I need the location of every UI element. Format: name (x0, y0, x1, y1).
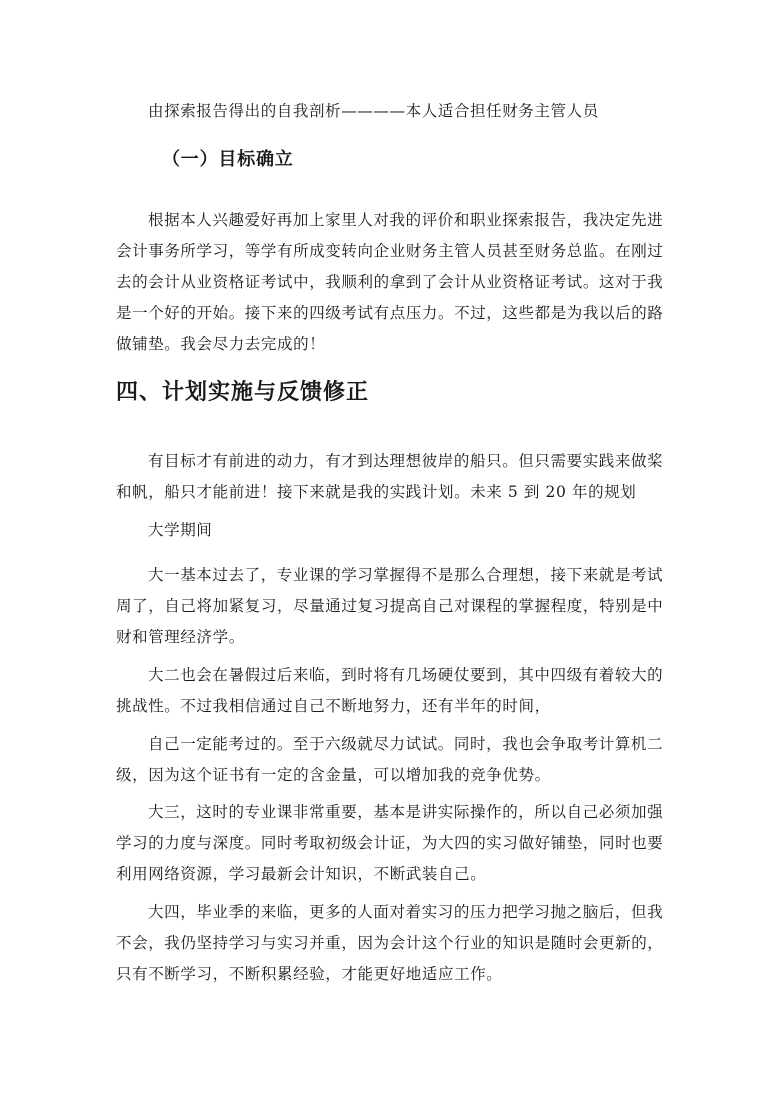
paragraph-line: 自己一定能考过的。至于六级就尽力试试。同时，我也会争取考计算机二 (148, 735, 664, 753)
paragraph-line: 挑战性。不过我相信通过自己不断地努力，还有半年的时间， (116, 697, 551, 715)
paragraph-line: 去的会计从业资格证考试中，我顺利的拿到了会计从业资格证考试。这对于我 (116, 273, 664, 291)
paragraph-year-three (116, 797, 664, 890)
paragraph-line: 是一个好的开始。接下来的四级考试有点压力。不过，这些都是为我以后的路 (116, 304, 664, 322)
paragraph-line: 财和管理经济学。 (116, 628, 245, 646)
paragraph-line: 级，因为这个证书有一定的含金量，可以增加我的竞争优势。 (116, 766, 551, 784)
paragraph-line: 会计事务所学习，等学有所成变转向企业财务主管人员甚至财务总监。在刚过 (116, 242, 664, 260)
paragraph-line: 大三，这时的专业课非常重要，基本是讲实际操作的，所以自己必须加强 (148, 803, 664, 821)
paragraph-line: 周了，自己将加紧复习，尽量通过复习提高自己对课程的掌握程度，特别是中 (116, 597, 664, 615)
paragraph-line: 只有不断学习，不断积累经验，才能更好地适应工作。 (116, 965, 503, 983)
paragraph-year-two-continued (116, 729, 664, 791)
paragraph-line: 有目标才有前进的动力，有才到达理想彼岸的船只。但只需要实践来做桨 (148, 452, 664, 470)
subheading-goal: （一）目标确立 (162, 149, 294, 170)
paragraph-line: 学习的力度与深度。同时考取初级会计证，为大四的实习做好铺垫，同时也要 (116, 834, 664, 852)
paragraph-year-four (116, 897, 664, 990)
paragraph-year-one (116, 560, 664, 653)
paragraph-line: 不会，我仍坚持学习与实习并重，因为会计这个行业的知识是随时会更新的， (116, 934, 664, 952)
paragraph-line: 做铺垫。我会尽力去完成的！ (116, 335, 326, 353)
paragraph-line: 根据本人兴趣爱好再加上家里人对我的评价和职业探索报告，我决定先进 (148, 211, 664, 229)
paragraph-goal (116, 205, 664, 360)
paragraph-plan-intro (116, 446, 664, 508)
paragraph-line: 大二也会在暑假过后来临，到时将有几场硬仗要到，其中四级有着较大的 (148, 666, 664, 684)
university-label: 大学期间 (148, 521, 213, 539)
paragraph-line: 大四，毕业季的来临，更多的人面对着实习的压力把学习抛之脑后，但我 (148, 903, 664, 921)
paragraph-line: 大一基本过去了，专业课的学习掌握得不是那么合理想，接下来就是考试 (148, 566, 664, 584)
paragraph-year-two (116, 660, 664, 722)
section-heading: 四、计划实施与反馈修正 (116, 380, 370, 405)
intro-line: 由探索报告得出的自我剖析————本人适合担任财务主管人员 (148, 102, 599, 120)
paragraph-line: 和帆，船只才能前进！接下来就是我的实践计划。未来 5 到 20 年的规划 (116, 483, 637, 501)
paragraph-line: 利用网络资源，学习最新会计知识，不断武装自己。 (116, 865, 487, 883)
